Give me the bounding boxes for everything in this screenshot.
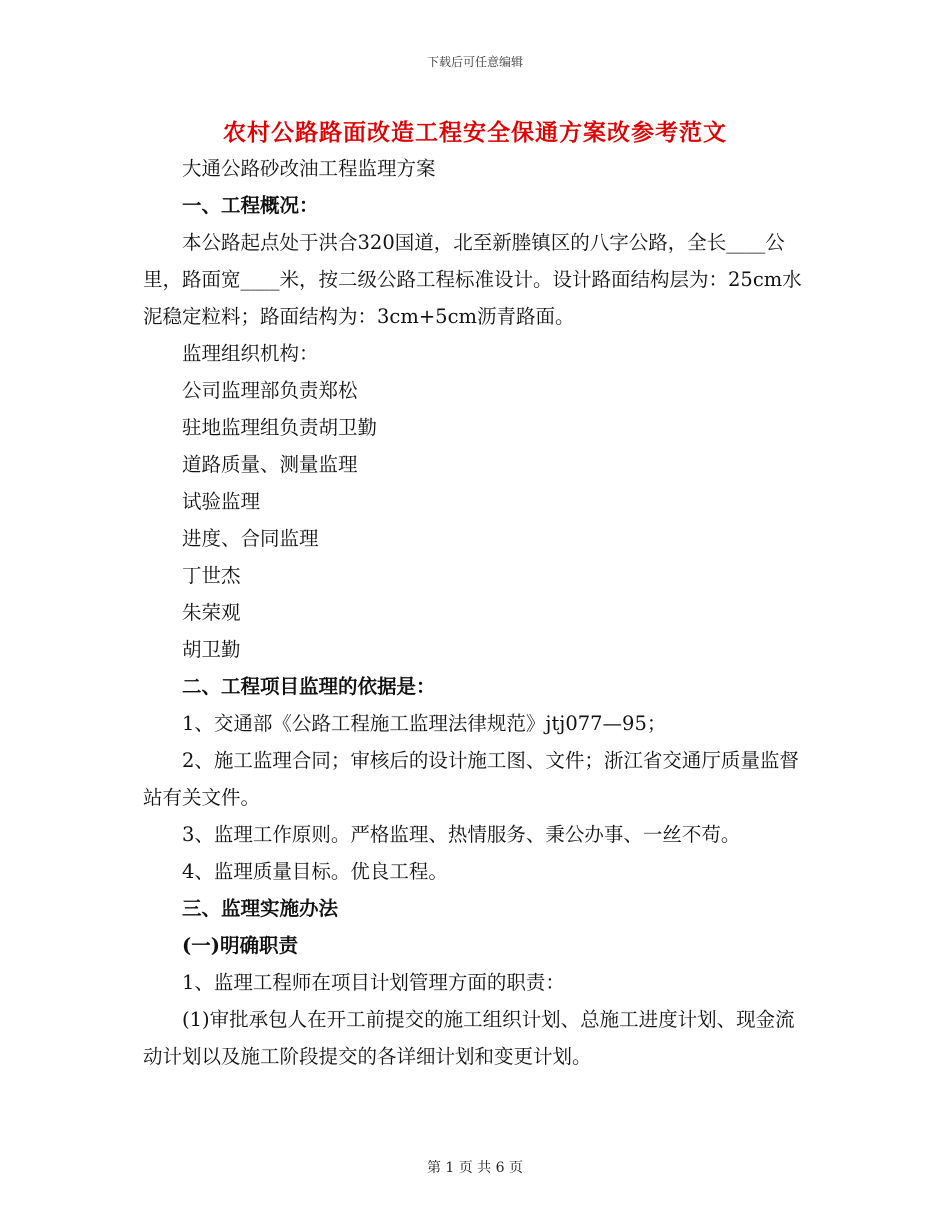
paragraph: 胡卫勤 <box>182 638 241 661</box>
paragraph: 驻地监理组负责胡卫勤 <box>182 416 378 439</box>
page-footer: 第 1 页 共 6 页 <box>426 1160 524 1176</box>
paragraph: 公司监理部负责郑松 <box>182 379 358 402</box>
document-body <box>143 150 803 1075</box>
paragraph: 丁世杰 <box>182 564 241 587</box>
paragraph: 试验监理 <box>182 490 261 513</box>
paragraph: 2、施工监理合同；审核后的设计施工图、文件；浙江省交通厅质量监督站有关文件。 <box>143 749 799 809</box>
paragraph: 进度、合同监理 <box>182 527 319 550</box>
paragraph: 朱荣观 <box>182 601 241 624</box>
document-title: 农村公路路面改造工程安全保通方案改参考范文 <box>223 119 727 146</box>
header-note: 下载后可任意编辑 <box>426 55 523 69</box>
paragraph: 大通公路砂改油工程监理方案 <box>182 157 436 180</box>
paragraph: 1、监理工程师在项目计划管理方面的职责： <box>182 971 565 994</box>
section-heading: 一、工程概况： <box>182 194 319 217</box>
section-heading: 三、监理实施办法 <box>182 897 339 920</box>
paragraph: 道路质量、测量监理 <box>182 453 358 476</box>
paragraph: 4、监理质量目标。优良工程。 <box>182 860 448 883</box>
section-heading: 二、工程项目监理的依据是： <box>182 675 436 698</box>
subsection-heading: (一)明确职责 <box>182 934 298 957</box>
paragraph: 监理组织机构： <box>182 342 319 365</box>
paragraph: 1、交通部《公路工程施工监理法律规范》jtj077—95； <box>182 712 667 735</box>
paragraph: 本公路起点处于洪合320国道，北至新塍镇区的八字公路，全长____公里，路面宽____米，按二级公路工程标准设计。设计路面结构层为：25cm水泥稳定粒料；路面结构为：3cm+5cm沥青路面。 <box>143 231 802 328</box>
paragraph: 3、监理工作原则。严格监理、热情服务、秉公办事、一丝不苟。 <box>182 823 741 846</box>
paragraph: (1)审批承包人在开工前提交的施工组织计划、总施工进度计划、现金流动计划以及施工阶段提交的各详细计划和变更计划。 <box>143 1008 795 1068</box>
